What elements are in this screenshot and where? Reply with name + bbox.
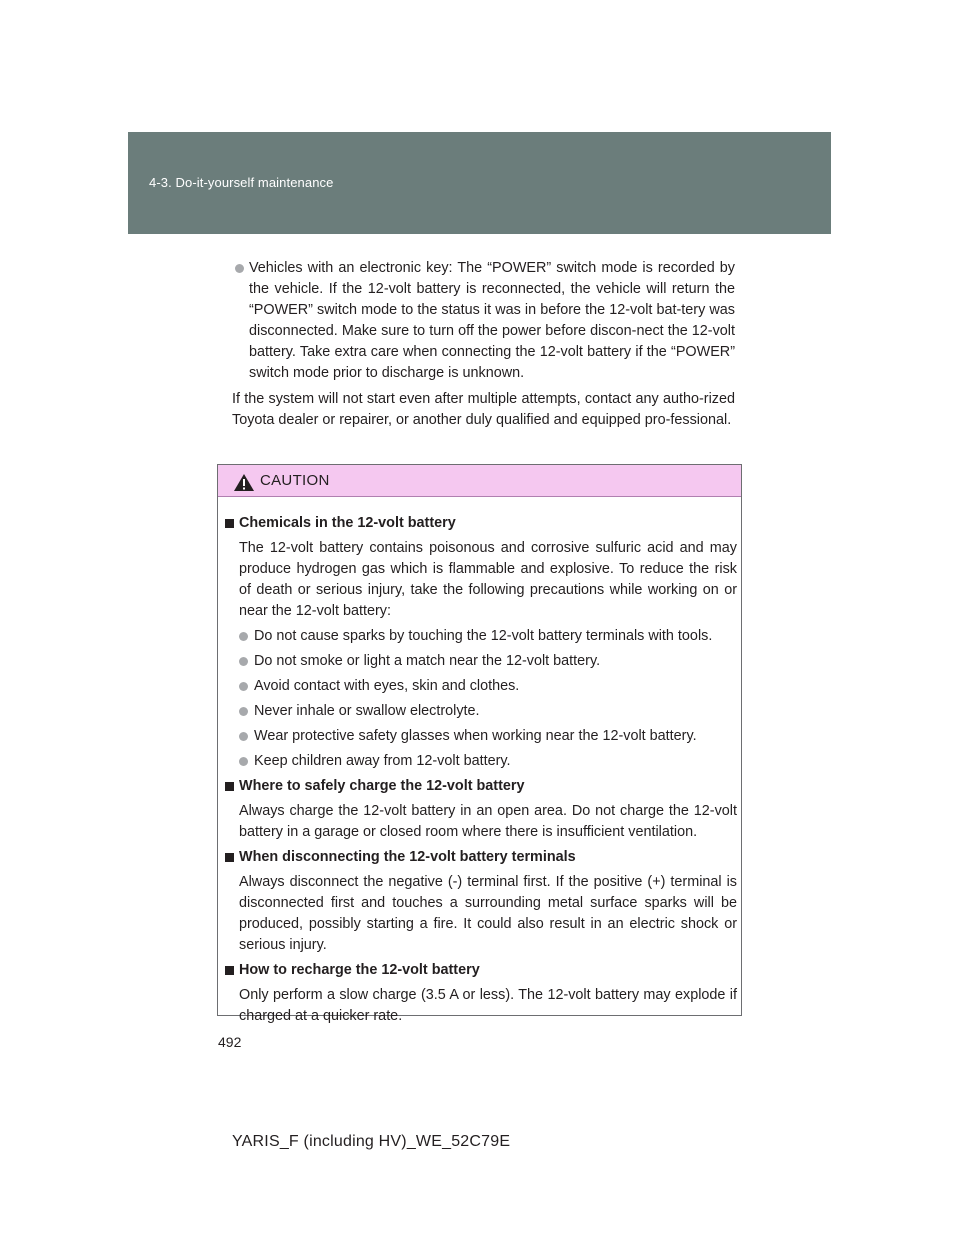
caution-bullet bbox=[222, 626, 737, 647]
square-bullet-icon bbox=[225, 519, 234, 528]
caution-bullet bbox=[222, 751, 737, 772]
bullet-dot-icon bbox=[239, 632, 248, 641]
caution-bullet bbox=[222, 651, 737, 672]
caution-section-heading bbox=[222, 960, 737, 981]
caution-section-heading bbox=[222, 847, 737, 868]
caution-title: CAUTION bbox=[260, 472, 330, 489]
intro-bullet bbox=[232, 258, 735, 384]
caution-section-heading-text: Chemicals in the 12-volt battery bbox=[239, 515, 456, 531]
caution-section-heading-text: How to recharge the 12-volt battery bbox=[239, 962, 480, 978]
bullet-dot-icon bbox=[239, 682, 248, 691]
caution-section-heading bbox=[222, 776, 737, 797]
square-bullet-icon bbox=[225, 853, 234, 862]
intro-block bbox=[232, 258, 735, 431]
intro-paragraph: If the system will not start even after multiple attempts, contact any autho-rized Toyota dealer or repairer, or another duly qualified and equipped pro-fessional. bbox=[232, 391, 735, 428]
caution-bullet bbox=[222, 726, 737, 747]
caution-bullet-text: Keep children away from 12-volt battery. bbox=[254, 753, 511, 769]
caution-section-text: Always charge the 12-volt battery in an open area. Do not charge the 12-volt battery in a garage or closed room where there is insufficient ventilation. bbox=[239, 803, 737, 840]
page-number: 492 bbox=[218, 1034, 242, 1050]
caution-section-heading-text: When disconnecting the 12-volt battery terminals bbox=[239, 849, 576, 865]
caution-bullet bbox=[222, 701, 737, 722]
square-bullet-icon bbox=[225, 782, 234, 791]
caution-section-text: Always disconnect the negative (-) terminal first. If the positive (+) terminal is disconnected first and touches a surrounding metal surface sparks will be produced, possibly starting a fire. It could also result in an electric shock or serious injury. bbox=[239, 874, 737, 953]
caution-section-text: Only perform a slow charge (3.5 A or less). The 12-volt battery may explode if charged at a quicker rate. bbox=[239, 987, 737, 1024]
caution-section-heading-text: Where to safely charge the 12-volt battery bbox=[239, 778, 525, 794]
footer-document-code: YARIS_F (including HV)_WE_52C79E bbox=[232, 1133, 511, 1150]
caution-section-text: The 12-volt battery contains poisonous and corrosive sulfuric acid and may produce hydrogen gas which is flammable and explosive. To reduce the risk of death or serious injury, take the following precautions while working on or near the 12-volt battery: bbox=[239, 540, 737, 619]
bullet-dot-icon bbox=[235, 264, 244, 273]
bullet-dot-icon bbox=[239, 757, 248, 766]
caution-section-heading bbox=[222, 513, 737, 534]
caution-bullet-text: Do not cause sparks by touching the 12-volt battery terminals with tools. bbox=[254, 628, 713, 644]
bullet-dot-icon bbox=[239, 732, 248, 741]
warning-triangle-icon bbox=[233, 473, 255, 492]
bullet-dot-icon bbox=[239, 657, 248, 666]
caution-bullet bbox=[222, 676, 737, 697]
caution-bullet-text: Never inhale or swallow electrolyte. bbox=[254, 703, 480, 719]
caution-body bbox=[218, 497, 741, 1027]
caution-bullet-text: Avoid contact with eyes, skin and clothes. bbox=[254, 678, 520, 694]
caution-box bbox=[217, 464, 742, 1024]
section-header-band bbox=[128, 132, 831, 234]
caution-bullet-text: Do not smoke or light a match near the 12-volt battery. bbox=[254, 653, 601, 669]
section-title: 4-3. Do-it-yourself maintenance bbox=[149, 175, 334, 190]
square-bullet-icon bbox=[225, 966, 234, 975]
caution-header bbox=[218, 465, 741, 497]
caution-bullet-text: Wear protective safety glasses when working near the 12-volt battery. bbox=[254, 728, 697, 744]
bullet-dot-icon bbox=[239, 707, 248, 716]
intro-bullet-text: Vehicles with an electronic key: The “POWER” switch mode is recorded by the vehicle. If the 12-volt battery is reconnected, the vehicle will return the “POWER” switch mode to the status it was in before the 12-volt bat-tery was disconnected. Make sure to turn off the power before discon-nect the 12-volt battery. Take extra care when connecting the 12-volt battery if the “POWER” switch mode prior to discharge is unknown. bbox=[249, 260, 735, 381]
